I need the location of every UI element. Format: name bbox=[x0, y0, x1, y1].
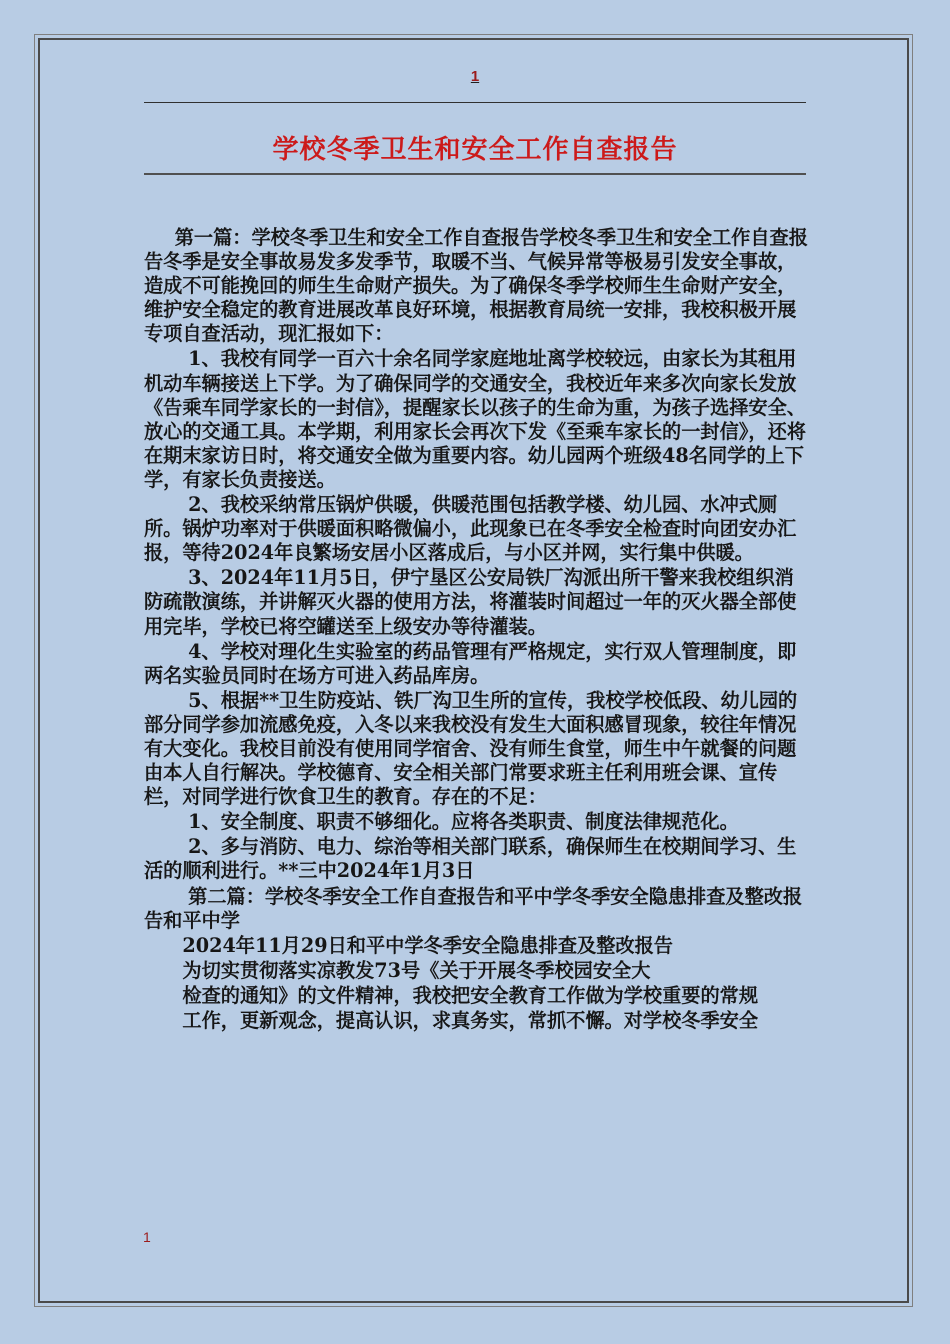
paragraph-item-1: 1、我校有同学一百六十余名同学家庭地址离学校较远，由家长为其租用机动车辆接送上下学。为了确保同学的交通安全，我校近年来多次向家长发放《告乘车同学家长的一封信》，提醒家长以孩子的生命为重，为孩子选择安全、放心的交通工具。本学期，利用家长会再次下发《至乘车家长的一封信》，还将在期末家访日时，将交通安全做为重要内容。幼儿园两个班级48名同学的上下学，有家长负责接送。 bbox=[144, 347, 806, 491]
document-body bbox=[144, 226, 808, 1033]
paragraph-part-two-line-2: 检查的通知》的文件精神，我校把安全教育工作做为学校重要的常规 bbox=[182, 983, 759, 1007]
paragraph-part-two-heading: 第二篇：学校冬季安全工作自查报告和平中学冬季安全隐患排查及整改报告和平中学 bbox=[144, 884, 803, 932]
paragraph-item-4: 4、学校对理化生实验室的药品管理有严格规定，实行双人管理制度，即两名实验员同时在场方可进入药品库房。 bbox=[144, 639, 797, 687]
document-title: 学校冬季卫生和安全工作自查报告 bbox=[272, 135, 678, 165]
paragraph-part-two-line-1: 为切实贯彻落实凉教发73号《关于开展冬季校园安全大 bbox=[182, 958, 651, 982]
paragraph-shortcoming-2: 2、多与消防、电力、综治等相关部门联系，确保师生在校期间学习、生活的顺利进行。**三中2024年1月3日 bbox=[144, 835, 797, 883]
footer-page-number: 1 bbox=[143, 1229, 151, 1245]
title-rule bbox=[144, 173, 806, 175]
paragraph-item-3: 3、2024年11月5日，伊宁垦区公安局铁厂沟派出所干警来我校组织消防疏散演练，并讲解灭火器的使用方法，将灌装时间超过一年的灭火器全部使用完毕，学校已将空罐送至上级安办等待灌装。 bbox=[144, 566, 797, 638]
header-rule bbox=[144, 102, 806, 103]
paragraph-item-5: 5、根据**卫生防疫站、铁厂沟卫生所的宣传，我校学校低段、幼儿园的部分同学参加流感免疫，入冬以来我校没有发生大面积感冒现象，较往年情况有大变化。我校目前没有使用同学宿舍、没有师生食堂，师生中午就餐的问题由本人自行解决。学校德育、安全相关部门常要求班主任利用班会课、宣传栏，对同学进行饮食卫生的教育。存在的不足： bbox=[144, 688, 798, 809]
paragraph-shortcoming-1: 1、安全制度、职责不够细化。应将各类职责、制度法律规范化。 bbox=[188, 810, 739, 834]
paragraph-intro: 第一篇：学校冬季卫生和安全工作自查报告学校冬季卫生和安全工作自查报告冬季是安全事故易发多发季节，取暖不当、气候异常等极易引发安全事故，造成不可能挽回的师生生命财产损失。为了确保冬季学校师生生命财产安全，维护安全稳定的教育进展改革良好环境，根据教育局统一安排，我校积极开展专项自查活动，现汇报如下： bbox=[144, 226, 808, 346]
paragraph-part-two-date: 2024年11月29日和平中学冬季安全隐患排查及整改报告 bbox=[182, 933, 673, 957]
paragraph-part-two-line-3: 工作，更新观念，提高认识，求真务实，常抓不懈。对学校冬季安全 bbox=[182, 1009, 759, 1032]
header-page-number: 1 bbox=[470, 68, 480, 85]
paragraph-item-2: 2、我校采纳常压锅炉供暖，供暖范围包括教学楼、幼儿园、水冲式厕所。锅炉功率对于供暖面积略微偏小，此现象已在冬季安全检查时向团安办汇报，等待2024年良繁场安居小区落成后，与小区并网，实行集中供暖。 bbox=[144, 493, 797, 565]
